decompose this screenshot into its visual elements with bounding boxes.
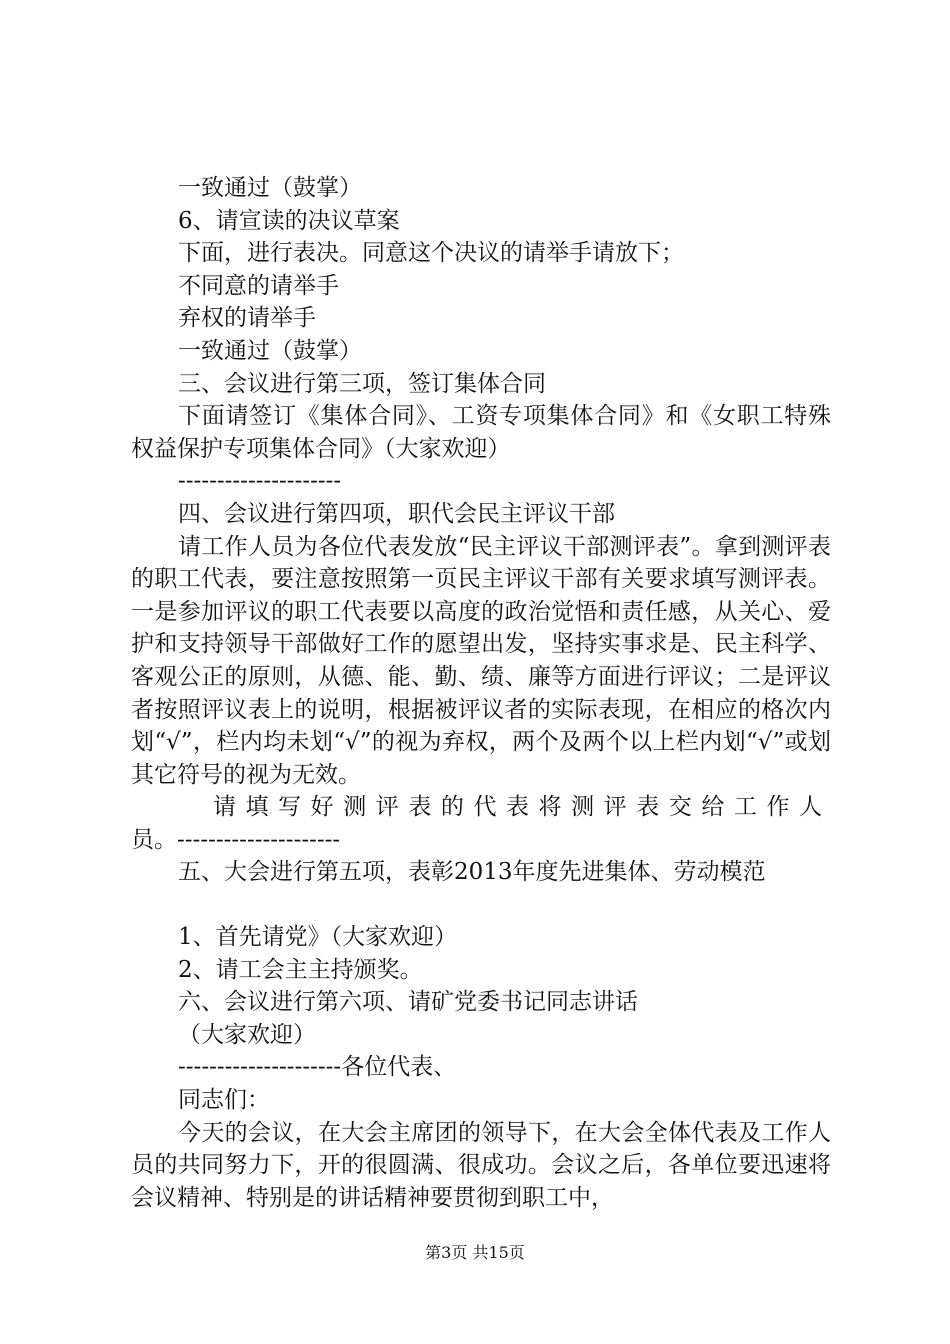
text-line: 请填写好测评表的代表将测评表交给工作人 — [213, 794, 831, 821]
blank-line — [131, 889, 831, 921]
text-line: 同志们： — [178, 1087, 270, 1114]
text-line: 一致通过（鼓掌） — [178, 175, 362, 201]
document-body — [131, 172, 831, 1214]
paragraph: 今天的会议，在大会主席团的领导下，在大会全体代表及工作人员的共同努力下，开的很圆满、很成功。会议之后，各单位要迅速将会议精神、特别是的讲话精神要贯彻到职工中， — [131, 1119, 831, 1211]
section-heading: 三、会议进行第三项，签订集体合同 — [178, 370, 546, 397]
section-heading: 五、大会进行第五项，表彰2013年度先进集体、劳动模范 — [178, 859, 766, 886]
text-line: 弃权的请举手 — [178, 305, 316, 332]
separator-line: --------------------- — [178, 468, 342, 495]
text-line: 员。--------------------- — [131, 826, 341, 853]
text-line: 6、请宣读的决议草案 — [178, 207, 400, 234]
paragraph: 下面请签订《集体合同》、工资专项集体合同》和《女职工特殊权益保护专项集体合同》（大家欢迎） — [131, 403, 831, 462]
paragraph: 请工作人员为各位代表发放“民主评议干部测评表”。拿到测评表的职工代表，要注意按照第一页民主评议干部有关要求填写测评表。一是参加评议的职工代表要以高度的政治觉悟和责任感，从关心、爱护和支持领导干部做好工作的愿望出发，坚持实事求是、民主科学、客观公正的原则，从德、能、勤、绩、廉等方面进行评议；二是评议者按照评议表上的说明，根据被评议者的实际表现，在相应的格次内划“√”，栏内均未划“√”的视为弃权，两个及两个以上栏内划“√”或划其它符号的视为无效。 — [131, 533, 831, 788]
page-number-footer: 第3页 共15页 — [425, 1243, 525, 1262]
text-line: 1、首先请党》（大家欢迎） — [178, 924, 458, 951]
text-line: ---------------------各位代表、 — [178, 1054, 457, 1081]
section-heading: 六、会议进行第六项、请矿党委书记同志讲话 — [178, 989, 638, 1016]
text-line: 2、请工会主主持颁奖。 — [178, 956, 423, 983]
text-line: 一致通过（鼓掌） — [178, 337, 362, 364]
text-line: 下面，进行表决。同意这个决议的请举手请放下； — [178, 240, 684, 267]
text-line: 不同意的请举手 — [178, 272, 339, 299]
text-line: （大家欢迎） — [178, 1021, 316, 1048]
section-heading: 四、会议进行第四项，职代会民主评议干部 — [178, 500, 615, 527]
